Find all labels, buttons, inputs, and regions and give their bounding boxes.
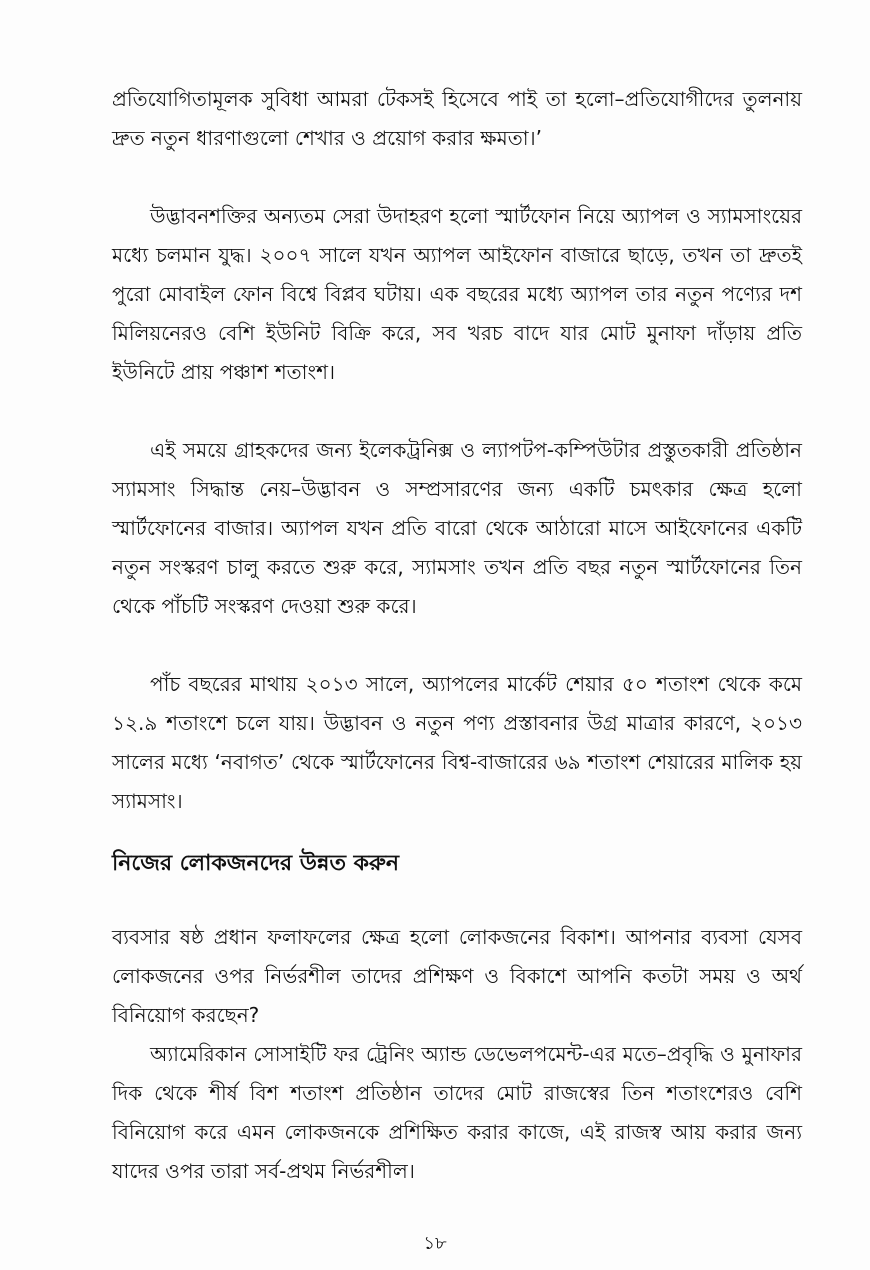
paragraph-people-development: ব্যবসার ষষ্ঠ প্রধান ফলাফলের ক্ষেত্র হলো লোকজনের বিকাশ। আপনার ব্যবসা যেসব লোকজনের ওপর নির্ভরশীল তাদের প্রশিক্ষণ ও বিকাশে আপনি কতটা সময় ও অর্থ বিনিয়োগ করছেন? xyxy=(112,925,802,1027)
paragraph-market-share: পাঁচ বছরের মাথায় ২০১৩ সালে, অ্যাপলের মার্কেট শেয়ার ৫০ শতাংশ থেকে কমে ১২.৯ শতাংশে চলে যায়। উদ্ভাবন ও নতুন পণ্য প্রস্তাবনার উগ্র মাত্রার কারণে, ২০১৩ সালের মধ্যে ‘নবাগত’ থেকে স্মার্টফোনের বিশ্ব-বাজারের ৬৯ শতাংশ শেয়ারের মালিক হয় স্যামসাং। xyxy=(112,672,802,813)
section-heading: নিজের লোকজনদের উন্নত করুন xyxy=(112,851,400,876)
paragraph-samsung-decision: এই সময়ে গ্রাহকদের জন্য ইলেকট্রনিক্স ও ল্যাপটপ-কম্পিউটার প্রস্তুতকারী প্রতিষ্ঠান স্যামসাং সিদ্ধান্ত নেয়–উদ্ভাবন ও সম্প্রসারণের জন্য একটি চমৎকার ক্ষেত্র হলো স্মার্টফোনের বাজার। অ্যাপল যখন প্রতি বারো থেকে আঠারো মাসে আইফোনের একটি নতুন সংস্করণ চালু করতে শুরু করে, স্যামসাং তখন প্রতি বছর নতুন স্মার্টফোনের তিন থেকে পাঁচটি সংস্করণ দেওয়া শুরু করে। xyxy=(112,438,802,618)
page-number: ১৮ xyxy=(423,1233,447,1254)
paragraph-continuation: প্রতিযোগিতামূলক সুবিধা আমরা টেকসই হিসেবে পাই তা হলো–প্রতিযোগীদের তুলনায় দ্রুত নতুন ধারণাগুলো শেখার ও প্রয়োগ করার ক্ষমতা।’ xyxy=(112,87,802,150)
paragraph-innovation-example: উদ্ভাবনশক্তির অন্যতম সেরা উদাহরণ হলো স্মার্টফোন নিয়ে অ্যাপল ও স্যামসাংয়ের মধ্যে চলমান যুদ্ধ। ২০০৭ সালে যখন অ্যাপল আইফোন বাজারে ছাড়ে, তখন তা দ্রুতই পুরো মোবাইল ফোন বিশ্বে বিপ্লব ঘটায়। এক বছরের মধ্যে অ্যাপল তার নতুন পণ্যের দশ মিলিয়নেরও বেশি ইউনিট বিক্রি করে, সব খরচ বাদে যার মোট মুনাফা দাঁড়ায় প্রতি ইউনিটে প্রায় পঞ্চাশ শতাংশ। xyxy=(112,204,802,384)
paragraph-astd-finding: অ্যামেরিকান সোসাইটি ফর ট্রেনিং অ্যান্ড ডেভেলপমেন্ট-এর মতে–প্রবৃদ্ধি ও মুনাফার দিক থেকে শীর্ষ বিশ শতাংশ প্রতিষ্ঠান তাদের মোট রাজস্বের তিন শতাংশেরও বেশি বিনিয়োগ করে এমন লোকজনকে প্রশিক্ষিত করার কাজে, এই রাজস্ব আয় করার জন্য যাদের ওপর তারা সর্ব-প্রথম নির্ভরশীল। xyxy=(112,1042,802,1183)
